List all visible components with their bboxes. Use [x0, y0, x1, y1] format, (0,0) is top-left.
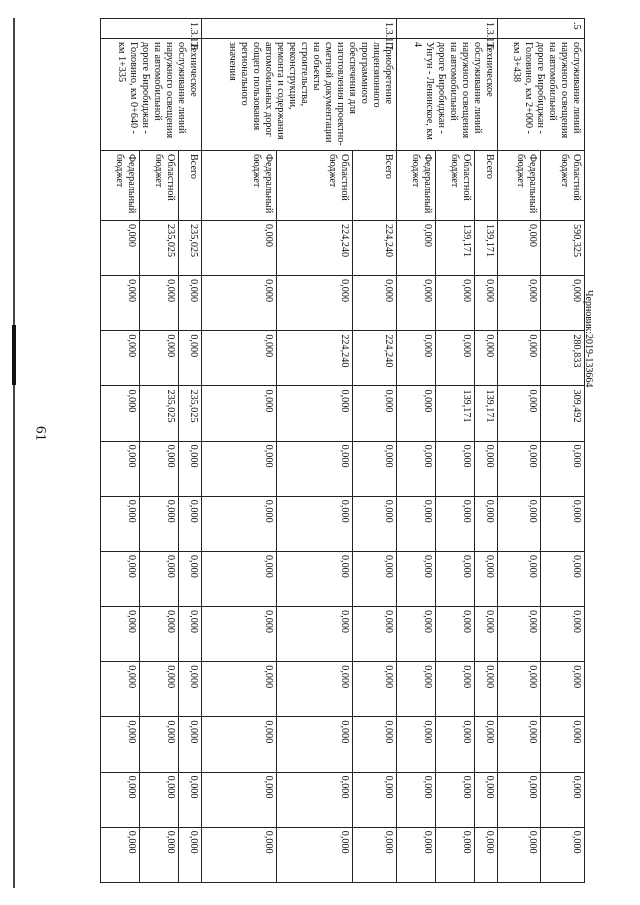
amount-cell: 0,000 [541, 496, 585, 551]
amount-cell: 0,000 [397, 496, 436, 551]
amount-cell: 0,000 [397, 607, 436, 662]
amount-cell: 0,000 [541, 827, 585, 882]
amount-cell: 0,000 [475, 607, 498, 662]
amount-cell: 224,240 [277, 221, 353, 276]
amount-cell: 0,000 [139, 717, 178, 772]
funding-source: Областной бюджет [436, 151, 475, 221]
amount-cell: 0,000 [201, 551, 277, 606]
measure-name: Техническое обслуживание линий наружного освещения на автомобильной дороге Биробиджан - Головино, км 0+640 - км 1+335 [101, 39, 202, 151]
measure-name: Приобретение лицензионного программного обеспечения для изготовления проектно-сметной документации на объекты строительства, реконструкции, ремонта и содержания автомобильных дорог общего пользования регионального значения [201, 39, 397, 151]
amount-cell: 0,000 [436, 717, 475, 772]
amount-cell: 0,000 [101, 331, 140, 386]
amount-cell: 0,000 [101, 662, 140, 717]
amount-cell: 0,000 [475, 772, 498, 827]
amount-cell: 0,000 [201, 607, 277, 662]
amount-cell: 0,000 [201, 717, 277, 772]
amount-cell: 0,000 [277, 662, 353, 717]
row-number: 1.3.1.8 [101, 19, 202, 39]
amount-cell: 0,000 [475, 496, 498, 551]
amount-cell: 0,000 [436, 276, 475, 331]
amount-cell: 0,000 [201, 386, 277, 441]
row-number: 1.3.1.6 [397, 19, 498, 39]
amount-cell: 0,000 [101, 441, 140, 496]
amount-cell: 0,000 [178, 331, 201, 386]
funding-source: Федеральный бюджет [497, 151, 541, 221]
amount-cell: 280,833 [541, 331, 585, 386]
amount-cell: 139,171 [475, 386, 498, 441]
amount-cell: 0,000 [397, 551, 436, 606]
amount-cell: 0,000 [352, 496, 396, 551]
amount-cell: 309,492 [541, 386, 585, 441]
amount-cell: 0,000 [397, 772, 436, 827]
amount-cell: 224,240 [277, 331, 353, 386]
amount-cell: 0,000 [397, 276, 436, 331]
amount-cell: 0,000 [352, 441, 396, 496]
rotated-table-wrapper [100, 18, 585, 883]
amount-cell: 0,000 [201, 331, 277, 386]
amount-cell: 0,000 [139, 496, 178, 551]
amount-cell: 0,000 [178, 441, 201, 496]
amount-cell: 0,000 [101, 607, 140, 662]
amount-cell: 0,000 [352, 662, 396, 717]
amount-cell: 0,000 [178, 827, 201, 882]
amount-cell: 0,000 [352, 772, 396, 827]
amount-cell: 0,000 [497, 386, 541, 441]
amount-cell: 0,000 [201, 496, 277, 551]
amount-cell: 139,171 [436, 386, 475, 441]
row-number: .5 [497, 19, 584, 39]
amount-cell: 0,000 [101, 772, 140, 827]
amount-cell: 235,025 [139, 386, 178, 441]
budget-table [100, 18, 585, 883]
funding-source: Федеральный бюджет [397, 151, 436, 221]
amount-cell: 0,000 [101, 496, 140, 551]
amount-cell: 0,000 [397, 331, 436, 386]
amount-cell: 0,000 [201, 827, 277, 882]
amount-cell: 0,000 [497, 221, 541, 276]
amount-cell: 0,000 [277, 441, 353, 496]
amount-cell: 0,000 [436, 607, 475, 662]
amount-cell: 0,000 [497, 551, 541, 606]
amount-cell: 0,000 [475, 276, 498, 331]
funding-source: Федеральный бюджет [201, 151, 277, 221]
amount-cell: 0,000 [178, 276, 201, 331]
amount-cell: 0,000 [201, 662, 277, 717]
amount-cell: 0,000 [497, 662, 541, 717]
measure-name: обслуживание линий наружного освещения на автомобильной дороге Биробиджан - Головино, км 2+000 - км 3+438 [497, 39, 584, 151]
amount-cell: 0,000 [139, 827, 178, 882]
amount-cell: 0,000 [497, 441, 541, 496]
table-row [475, 19, 498, 883]
amount-cell: 0,000 [352, 276, 396, 331]
amount-cell: 0,000 [178, 551, 201, 606]
amount-cell: 0,000 [497, 331, 541, 386]
amount-cell: 0,000 [277, 607, 353, 662]
amount-cell: 0,000 [201, 772, 277, 827]
funding-source: Федеральный бюджет [101, 151, 140, 221]
amount-cell: 0,000 [497, 607, 541, 662]
amount-cell: 0,000 [475, 441, 498, 496]
amount-cell: 0,000 [201, 441, 277, 496]
amount-cell: 0,000 [101, 551, 140, 606]
amount-cell: 0,000 [436, 331, 475, 386]
table-row [178, 19, 201, 883]
amount-cell: 0,000 [277, 276, 353, 331]
amount-cell: 0,000 [201, 221, 277, 276]
amount-cell: 139,171 [436, 221, 475, 276]
amount-cell: 235,025 [178, 386, 201, 441]
amount-cell: 0,000 [436, 662, 475, 717]
amount-cell: 224,240 [352, 331, 396, 386]
amount-cell: 0,000 [541, 551, 585, 606]
amount-cell: 0,000 [397, 827, 436, 882]
table-row [352, 19, 396, 883]
amount-cell: 0,000 [178, 496, 201, 551]
funding-source: Всего [178, 151, 201, 221]
row-number: 1.3.1.7 [201, 19, 397, 39]
amount-cell: 0,000 [497, 276, 541, 331]
amount-cell: 0,000 [397, 221, 436, 276]
funding-source: Всего [352, 151, 396, 221]
table-row [541, 19, 585, 883]
amount-cell: 0,000 [497, 772, 541, 827]
page-number: 61 [32, 426, 49, 441]
amount-cell: 0,000 [101, 827, 140, 882]
amount-cell: 0,000 [436, 772, 475, 827]
amount-cell: 0,000 [475, 662, 498, 717]
amount-cell: 0,000 [101, 717, 140, 772]
amount-cell: 0,000 [277, 386, 353, 441]
amount-cell: 0,000 [436, 827, 475, 882]
amount-cell: 0,000 [277, 772, 353, 827]
scan-mark [12, 325, 16, 385]
funding-source: Областной бюджет [277, 151, 353, 221]
amount-cell: 0,000 [139, 772, 178, 827]
amount-cell: 0,000 [497, 827, 541, 882]
amount-cell: 0,000 [101, 221, 140, 276]
amount-cell: 0,000 [101, 386, 140, 441]
margin-rule [13, 18, 15, 888]
amount-cell: 0,000 [352, 551, 396, 606]
amount-cell: 0,000 [475, 331, 498, 386]
funding-source: Всего [475, 151, 498, 221]
amount-cell: 0,000 [397, 662, 436, 717]
amount-cell: 0,000 [178, 772, 201, 827]
amount-cell: 0,000 [178, 662, 201, 717]
measure-name: Техническое обслуживание линий наружного освещения на автомобильной дороге Биробиджан - Унгун - Ленинское, км 4 [397, 39, 498, 151]
amount-cell: 0,000 [139, 662, 178, 717]
amount-cell: 0,000 [178, 607, 201, 662]
amount-cell: 0,000 [352, 607, 396, 662]
amount-cell: 0,000 [541, 607, 585, 662]
amount-cell: 590,325 [541, 221, 585, 276]
amount-cell: 0,000 [397, 717, 436, 772]
amount-cell: 0,000 [436, 496, 475, 551]
funding-source: Областной бюджет [139, 151, 178, 221]
amount-cell: 139,171 [475, 221, 498, 276]
amount-cell: 0,000 [541, 717, 585, 772]
amount-cell: 0,000 [101, 276, 140, 331]
amount-cell: 0,000 [541, 772, 585, 827]
amount-cell: 0,000 [541, 441, 585, 496]
amount-cell: 0,000 [352, 717, 396, 772]
amount-cell: 0,000 [397, 386, 436, 441]
amount-cell: 0,000 [497, 717, 541, 772]
amount-cell: 0,000 [497, 496, 541, 551]
amount-cell: 0,000 [201, 276, 277, 331]
amount-cell: 0,000 [475, 827, 498, 882]
amount-cell: 0,000 [277, 717, 353, 772]
amount-cell: 0,000 [139, 441, 178, 496]
amount-cell: 0,000 [436, 441, 475, 496]
amount-cell: 0,000 [139, 331, 178, 386]
funding-source: Областной бюджет [541, 151, 585, 221]
amount-cell: 0,000 [277, 551, 353, 606]
amount-cell: 0,000 [352, 827, 396, 882]
amount-cell: 0,000 [139, 551, 178, 606]
amount-cell: 235,025 [178, 221, 201, 276]
amount-cell: 0,000 [541, 276, 585, 331]
amount-cell: 0,000 [397, 441, 436, 496]
amount-cell: 0,000 [475, 717, 498, 772]
amount-cell: 0,000 [436, 551, 475, 606]
amount-cell: 0,000 [352, 386, 396, 441]
amount-cell: 0,000 [139, 607, 178, 662]
document-id: Черновик:2019-133664 [583, 290, 594, 388]
amount-cell: 224,240 [352, 221, 396, 276]
amount-cell: 235,025 [139, 221, 178, 276]
amount-cell: 0,000 [178, 717, 201, 772]
amount-cell: 0,000 [541, 662, 585, 717]
amount-cell: 0,000 [277, 827, 353, 882]
amount-cell: 0,000 [139, 276, 178, 331]
amount-cell: 0,000 [277, 496, 353, 551]
amount-cell: 0,000 [475, 551, 498, 606]
